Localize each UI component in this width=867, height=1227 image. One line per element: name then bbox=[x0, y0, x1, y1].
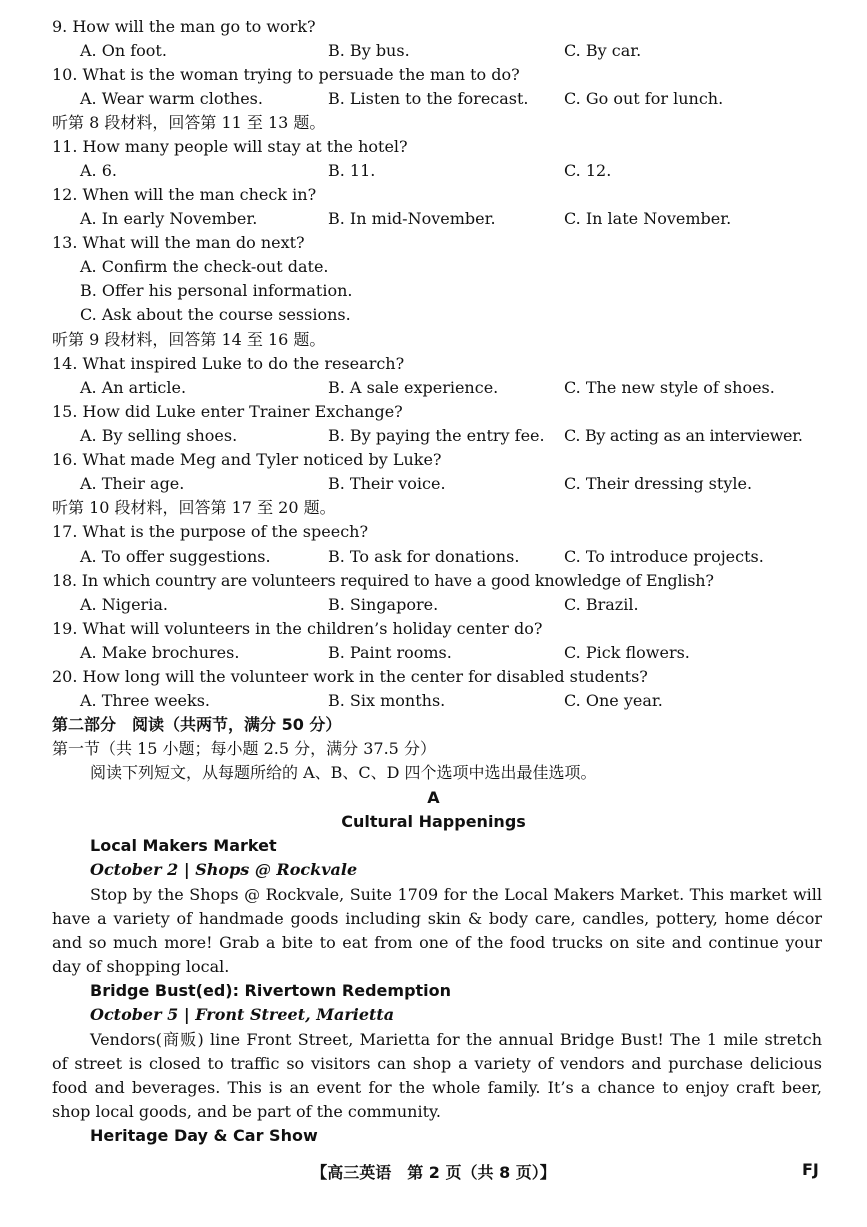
option-c: C. One year. bbox=[564, 691, 663, 710]
question-stem: 14. What inspired Luke to do the research? bbox=[52, 354, 405, 373]
reading-instruction: 阅读下列短文，从每题所给的 A、B、C、D 四个选项中选出最佳选项。 bbox=[90, 763, 597, 782]
option-c: C. Pick flowers. bbox=[564, 643, 690, 662]
option-a: A. On foot. bbox=[80, 41, 167, 60]
event-name: Heritage Day & Car Show bbox=[90, 1126, 318, 1145]
question-stem: 9. How will the man go to work? bbox=[52, 17, 316, 36]
option-c: C. 12. bbox=[564, 161, 612, 180]
question-stem: 16. What made Meg and Tyler noticed by Luke? bbox=[52, 450, 442, 469]
option-a: A. By selling shoes. bbox=[80, 426, 238, 445]
event-name: Local Makers Market bbox=[90, 836, 277, 855]
event-name: Bridge Bust(ed): Rivertown Redemption bbox=[90, 981, 452, 1000]
option-b: B. By bus. bbox=[328, 41, 410, 60]
option-c: C. The new style of shoes. bbox=[564, 378, 775, 397]
option-b: B. A sale experience. bbox=[328, 378, 499, 397]
option-c: C. Ask about the course sessions. bbox=[80, 305, 351, 324]
option-c: C. Brazil. bbox=[564, 595, 639, 614]
event-description bbox=[52, 1028, 822, 1124]
option-a: A. Nigeria. bbox=[80, 595, 168, 614]
region-code: FJ bbox=[802, 1160, 819, 1179]
option-c: C. Their dressing style. bbox=[564, 474, 753, 493]
option-b: B. To ask for donations. bbox=[328, 547, 520, 566]
option-b: B. By paying the entry fee. bbox=[328, 426, 545, 445]
question-stem: 17. What is the purpose of the speech? bbox=[52, 522, 369, 541]
option-a: A. Three weeks. bbox=[80, 691, 210, 710]
option-b: B. Listen to the forecast. bbox=[328, 89, 529, 108]
option-a: A. Confirm the check-out date. bbox=[80, 257, 329, 276]
option-b: B. In mid-November. bbox=[328, 209, 496, 228]
listening-section-instruction: 听第 8 段材料，回答第 11 至 13 题。 bbox=[52, 113, 326, 132]
page-footer: 【高三英语 第 2 页（共 8 页）】 bbox=[311, 1163, 556, 1182]
option-b: B. Their voice. bbox=[328, 474, 446, 493]
option-a: A. Make brochures. bbox=[80, 643, 240, 662]
option-c: C. By acting as an interviewer. bbox=[564, 426, 803, 445]
question-stem: 15. How did Luke enter Trainer Exchange? bbox=[52, 402, 403, 421]
option-a: A. Their age. bbox=[80, 474, 185, 493]
option-b: B. Paint rooms. bbox=[328, 643, 452, 662]
event-description bbox=[52, 883, 822, 979]
option-b: B. 11. bbox=[328, 161, 376, 180]
option-c: C. To introduce projects. bbox=[564, 547, 764, 566]
option-b: B. Offer his personal information. bbox=[80, 281, 353, 300]
listening-section-instruction: 听第 10 段材料，回答第 17 至 20 题。 bbox=[52, 498, 336, 517]
option-b: B. Six months. bbox=[328, 691, 446, 710]
question-stem: 10. What is the woman trying to persuade the man to do? bbox=[52, 65, 520, 84]
option-b: B. Singapore. bbox=[328, 595, 439, 614]
question-stem: 13. What will the man do next? bbox=[52, 233, 305, 252]
option-c: C. In late November. bbox=[564, 209, 732, 228]
event-description-text: Vendors(商贩) line Front Street, Marietta for the annual Bridge Bust! The 1 mile stretch of street is closed to traffic so visitors can shop a variety of vendors and purchase delicious food and beverages. This is an event for the whole family. It’s a chance to enjoy craft beer, shop local goods, and be part of the community. bbox=[52, 1030, 822, 1121]
question-stem: 11. How many people will stay at the hotel? bbox=[52, 137, 408, 156]
event-date: October 5 | Front Street, Marietta bbox=[90, 1005, 395, 1024]
option-a: A. In early November. bbox=[80, 209, 258, 228]
part-heading: 第二部分 阅读（共两节，满分 50 分） bbox=[52, 715, 342, 734]
option-a: A. An article. bbox=[80, 378, 187, 397]
option-c: C. Go out for lunch. bbox=[564, 89, 724, 108]
event-description-text: Stop by the Shops @ Rockvale, Suite 1709 for the Local Makers Market. This market will have a variety of handmade goods including skin & body care, candles, pottery, home décor and so much more! Grab a bite to eat from one of the food trucks on site and continue your day of shopping local. bbox=[52, 885, 822, 976]
question-stem: 20. How long will the volunteer work in the center for disabled students? bbox=[52, 667, 648, 686]
listening-section-instruction: 听第 9 段材料，回答第 14 至 16 题。 bbox=[52, 330, 326, 349]
question-stem: 19. What will volunteers in the children’s holiday center do? bbox=[52, 619, 543, 638]
passage-letter: A bbox=[427, 788, 440, 807]
option-c: C. By car. bbox=[564, 41, 642, 60]
option-a: A. 6. bbox=[80, 161, 117, 180]
option-a: A. To offer suggestions. bbox=[80, 547, 271, 566]
section-heading: 第一节（共 15 小题；每小题 2.5 分，满分 37.5 分） bbox=[52, 739, 436, 758]
question-stem: 12. When will the man check in? bbox=[52, 185, 317, 204]
passage-title: Cultural Happenings bbox=[341, 812, 526, 831]
question-stem: 18. In which country are volunteers required to have a good knowledge of English? bbox=[52, 571, 714, 590]
event-date: October 2 | Shops @ Rockvale bbox=[90, 860, 358, 879]
option-a: A. Wear warm clothes. bbox=[80, 89, 263, 108]
